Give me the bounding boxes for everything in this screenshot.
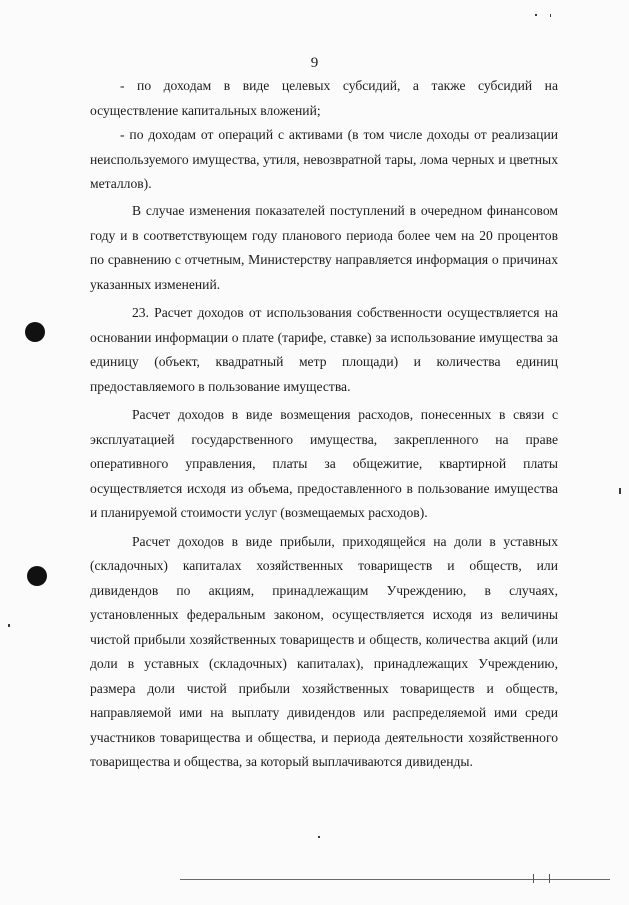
paragraph-23-property-income: 23. Расчет доходов от использования собственности осуществляется на основании информации о плате (тарифе, ставке) за использование имущества за единицу (объект, квадратный метр площади) и количества единиц предоставляемого в пользование имущества. (90, 305, 558, 394)
bullet-item: - по доходам от операций с активами (в том числе доходы от реализации неиспользуемого имущества, утиля, невозвратной тары, лома черных и цветных металлов). (90, 127, 558, 191)
scan-speck (8, 624, 10, 627)
body-text (90, 199, 558, 775)
footer-rule (180, 879, 610, 880)
bullet-item: - по доходам в виде целевых субсидий, а также субсидий на осуществление капитальных вложений; (90, 78, 558, 118)
footer-tick (533, 874, 534, 883)
binder-hole-lower (27, 566, 47, 586)
paragraph-expense-reimbursement: Расчет доходов в виде возмещения расходов, понесенных в связи с эксплуатацией государственного имущества, закрепленного на праве оперативного управления, платы за общежитие, квартирной платы осуществляется исходя из объема, предоставленного в пользование имущества и планируемой стоимости услуг (возмещаемых расходов). (90, 407, 558, 520)
paragraph-dividends: Расчет доходов в виде прибыли, приходящейся на доли в уставных (складочных) капиталах хозяйственных товариществ и обществ, или дивидендов по акциям, принадлежащим Учреждению, в случаях, установленных федеральным законом, осуществляется исходя из величины чистой прибыли хозяйственных товариществ и обществ, количества акций (или доли в уставных (складочных) капиталах), принадлежащих Учреждению, размера доли чистой прибыли хозяйственных товариществ и обществ, направляемой ими на выплату дивидендов или распределяемой ими среди участников товарищества и общества, и периода деятельности хозяйственного товарищества и общества, за который выплачиваются дивиденды. (90, 533, 558, 769)
bullet-list (90, 74, 558, 197)
scan-speck (318, 836, 320, 838)
binder-hole-upper (25, 322, 45, 342)
footer-tick (549, 874, 550, 883)
paragraph-budget-change: В случае изменения показателей поступлений в очередном финансовом году и в соответствующем году планового периода более чем на 20 процентов по сравнению с отчетным, Министерству направляется информация о причинах указанных изменений. (90, 203, 558, 292)
scan-speck (550, 14, 551, 17)
scan-speck (619, 488, 621, 494)
page-number: 9 (310, 55, 319, 71)
scan-speck (535, 14, 537, 16)
